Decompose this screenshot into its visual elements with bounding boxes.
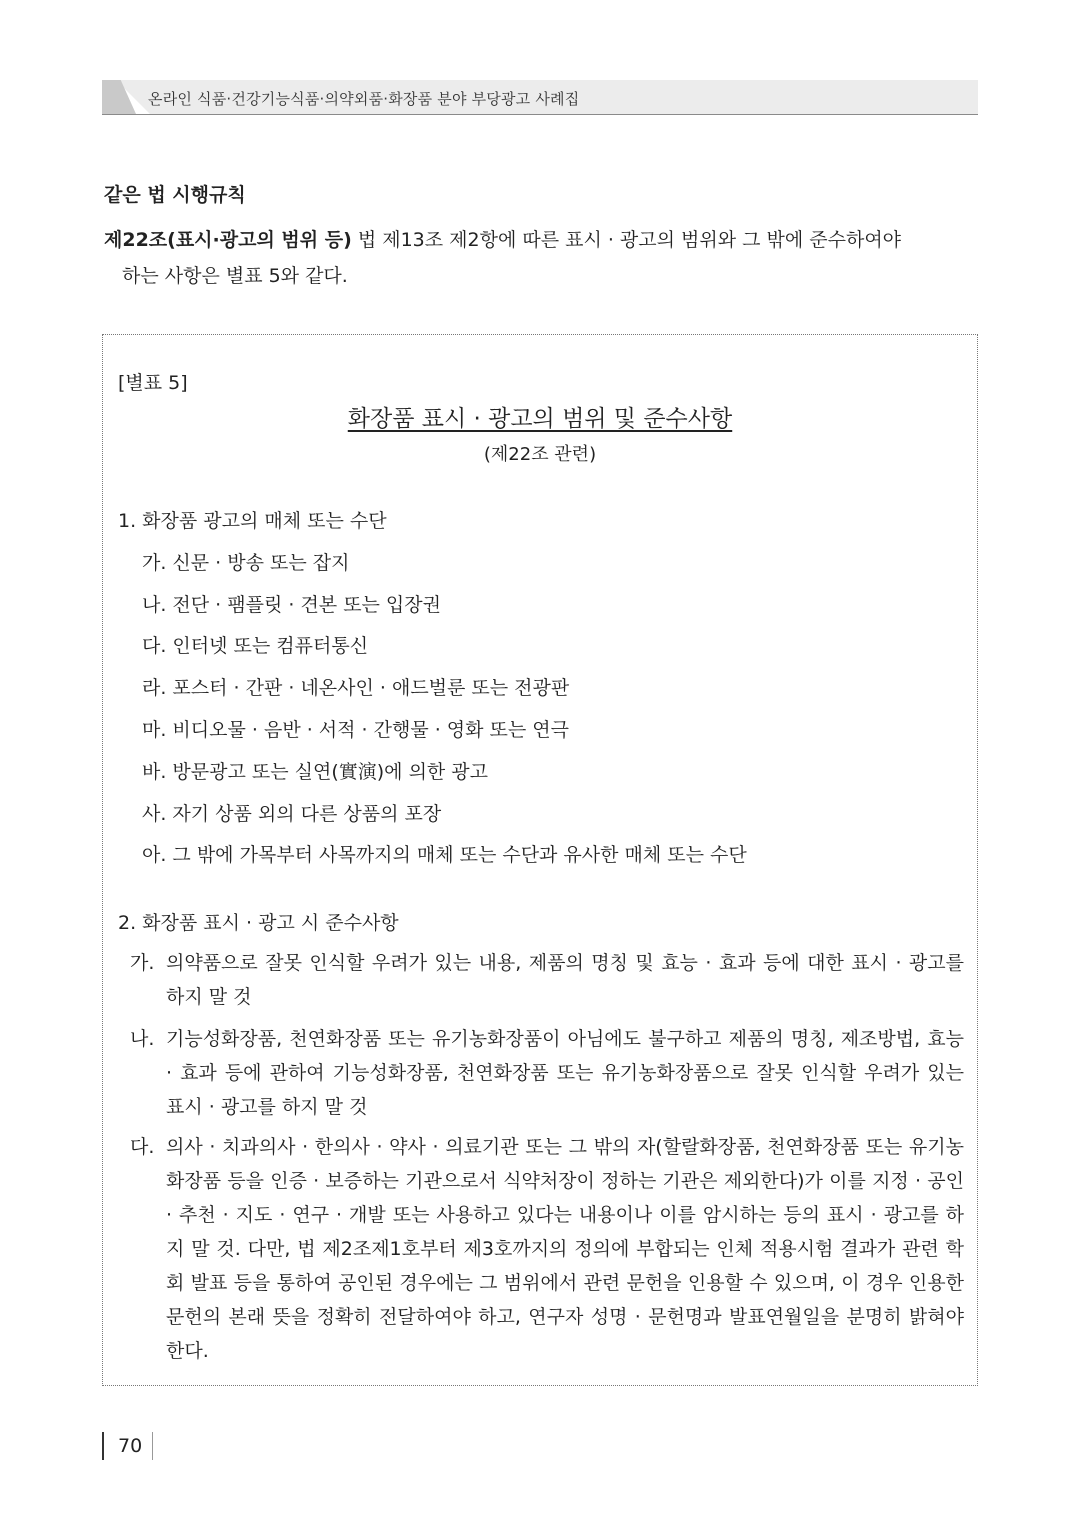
section1-item: 라. 포스터 · 간판 · 네온사인 · 애드벌룬 또는 전광판: [142, 677, 570, 699]
section1-heading: 1. 화장품 광고의 매체 또는 수단: [118, 510, 387, 532]
page-number: 70: [102, 1432, 154, 1460]
section1-item: 사. 자기 상품 외의 다른 상품의 포장: [142, 803, 442, 825]
item-text: 의약품으로 잘못 인식할 우려가 있는 내용, 제품의 명칭 및 효능 · 효과 등에 대한 표시 · 광고를 하지 말 것: [166, 952, 964, 1008]
article-22: [104, 222, 980, 294]
section1-item: 다. 인터넷 또는 컴퓨터통신: [142, 635, 369, 657]
article-text-line2: 하는 사항은 별표 5와 같다.: [122, 265, 348, 287]
section1-item: 마. 비디오물 · 음반 · 서적 · 간행물 · 영화 또는 연극: [142, 719, 570, 741]
article-title: 제22조(표시·광고의 범위 등): [104, 229, 352, 251]
article-text-line1: 법 제13조 제2항에 따른 표시 · 광고의 범위와 그 밖에 준수하여야: [351, 229, 902, 251]
section2-item: [118, 946, 964, 1014]
item-marker: 나.: [130, 1028, 155, 1050]
item-text: 의사 · 치과의사 · 한의사 · 약사 · 의료기관 또는 그 밖의 자(할랄화장품, 천연화장품 또는 유기농화장품 등을 인증 · 보증하는 기관으로서 식약처장이 정하는 기관은 제외한다)가 이를 지정 · 공인 · 추천 · 지도 · 연구 · 개발 또는 사용하고 있다는 내용이나 이를 암시하는 등의 표시 · 광고를 하지 말 것. 다만, 법 제2조제1호부터 제3호까지의 정의에 부합되는 인체 적용시험 결과가 관련 학회 발표 등을 통하여 공인된 경우에는 그 범위에서 관련 문헌을 인용할 수 있으며, 이 경우 인용한 문헌의 본래 뜻을 정확히 전달하여야 하고, 연구자 성명 · 문헌명과 발표연월일을 분명히 밝혀야 한다.: [166, 1136, 964, 1362]
section2-item: [118, 1130, 964, 1368]
section1-item: 바. 방문광고 또는 실연(實演)에 의한 광고: [142, 761, 489, 783]
page-number-divider: [152, 1432, 153, 1460]
law-name: 같은 법 시행규칙: [104, 184, 246, 206]
item-text: 기능성화장품, 천연화장품 또는 유기농화장품이 아님에도 불구하고 제품의 명칭, 제조방법, 효능 · 효과 등에 관하여 기능성화장품, 천연화장품 또는 유기농화장품으로 잘못 인식할 우려가 있는 표시 · 광고를 하지 말 것: [166, 1028, 964, 1118]
section1-item: 아. 그 밖에 가목부터 사목까지의 매체 또는 수단과 유사한 매체 또는 수단: [142, 844, 747, 866]
item-marker: 가.: [130, 952, 155, 974]
annex-subtitle: (제22조 관련): [483, 444, 597, 465]
section2-heading: 2. 화장품 표시 · 광고 시 준수사항: [118, 912, 399, 934]
annex-label: [별표 5]: [118, 372, 188, 394]
annex-title: 화장품 표시 · 광고의 범위 및 준수사항: [347, 406, 733, 432]
item-marker: 다.: [130, 1136, 155, 1158]
section2-item: [118, 1022, 964, 1124]
section1-item: 가. 신문 · 방송 또는 잡지: [142, 552, 350, 574]
section1-item: 나. 전단 · 팸플릿 · 견본 또는 입장권: [142, 594, 441, 616]
running-header: [102, 80, 978, 115]
header-title: 온라인 식품·건강기능식품·의약외품·화장품 분야 부당광고 사례집: [148, 90, 580, 108]
